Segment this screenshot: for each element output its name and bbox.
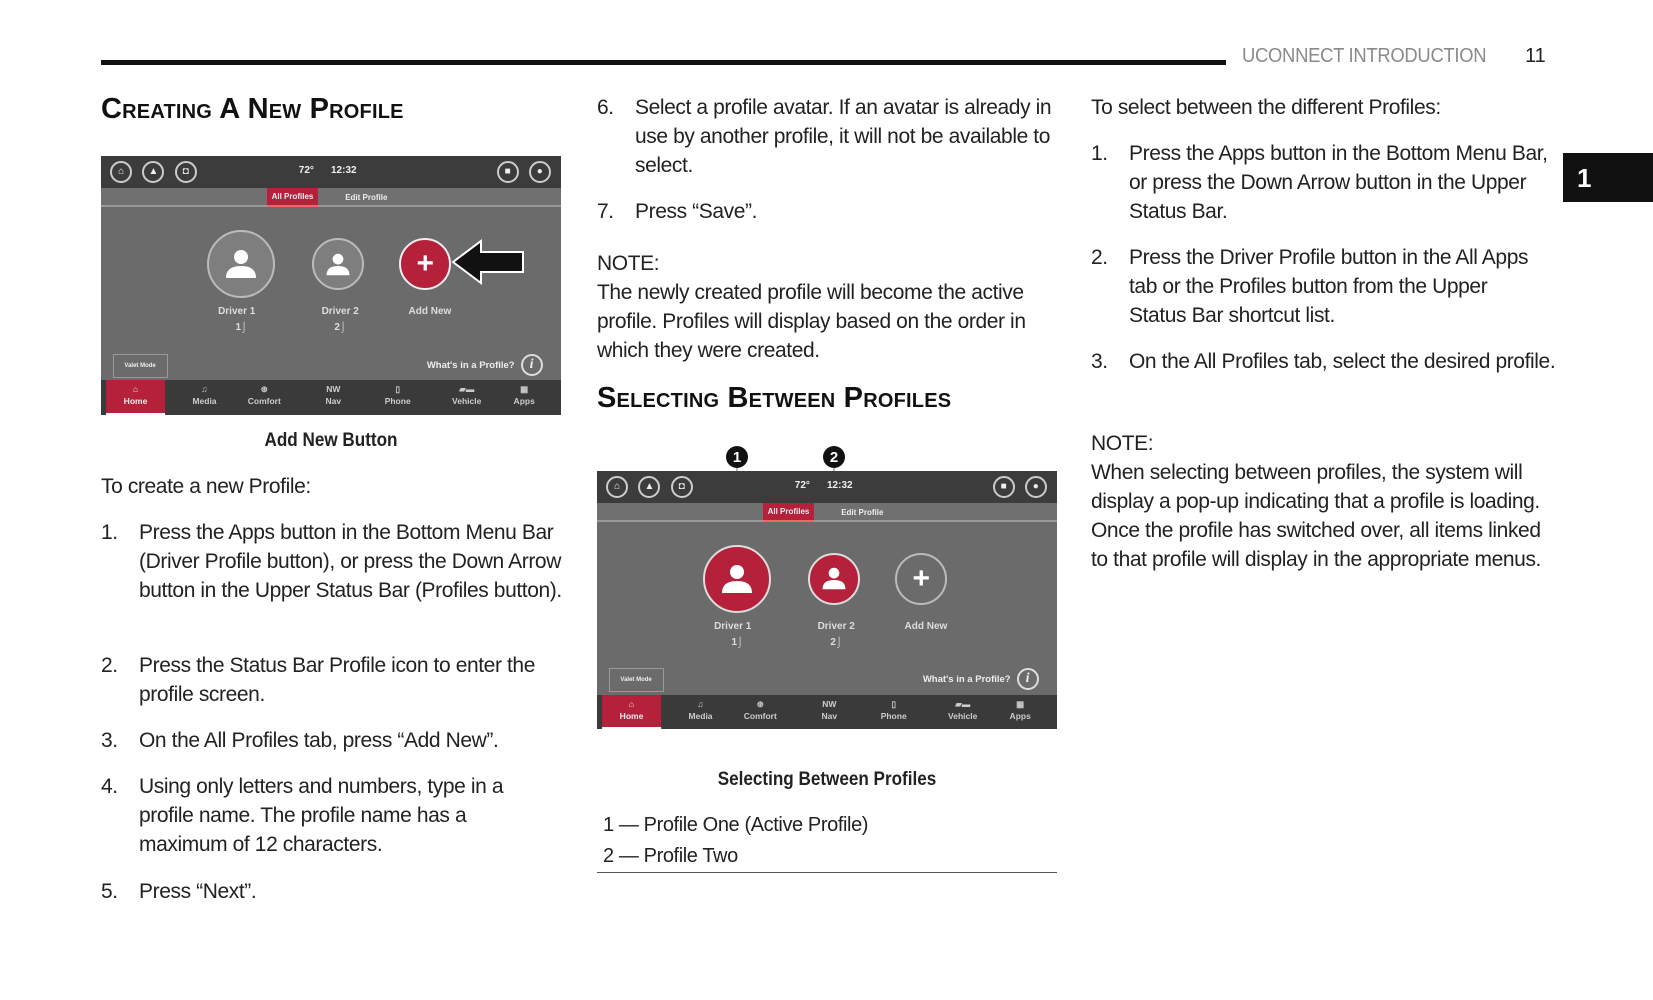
plus-icon: + xyxy=(416,247,435,281)
driver-1-label: Driver 1 xyxy=(714,620,752,632)
note-text: When selecting between profiles, the system will display a pop-up indicating that a profile is loading. Once the profile has switched over, all items linked to that profile will display in the appropriate menus. xyxy=(1091,461,1541,571)
compass-icon: NW xyxy=(326,384,341,395)
step xyxy=(101,726,571,755)
step-number: 1. xyxy=(1091,142,1108,165)
screen-select-profiles xyxy=(597,471,1057,734)
help-label: What's in a Profile? xyxy=(922,673,1011,685)
nav-label: Apps xyxy=(513,396,535,407)
seat-memory-1 xyxy=(731,637,743,648)
clock: 12:32 xyxy=(827,480,853,491)
nav-label: Vehicle xyxy=(948,710,978,721)
music-icon: ♫ xyxy=(697,698,704,709)
driver-2-button[interactable] xyxy=(312,238,364,290)
note-text: The newly created profile will become the active profile. Profiles will display based on the order in which they were created. xyxy=(597,281,1026,362)
nav-label: Nav xyxy=(821,710,838,721)
step-number: 2. xyxy=(1091,246,1108,269)
driver-1-label: Driver 1 xyxy=(218,306,256,318)
info-icon: i xyxy=(1017,668,1039,690)
plus-icon: + xyxy=(912,561,931,595)
step-number: 1. xyxy=(101,521,118,544)
seat-icon: ⌡ xyxy=(339,322,346,334)
bottom-nav xyxy=(101,380,561,414)
profile-icon[interactable]: ▲ xyxy=(638,476,660,498)
seat-icon: ⌡ xyxy=(737,636,744,648)
step-text: On the All Profiles tab, press “Add New”. xyxy=(139,729,499,752)
valet-mode-button[interactable]: Valet Mode xyxy=(113,354,168,378)
seat-icon: ⌡ xyxy=(241,322,248,334)
nav-media[interactable] xyxy=(175,380,235,414)
note-label: NOTE: xyxy=(1091,432,1154,455)
nav-label: Home xyxy=(123,396,148,407)
person-icon xyxy=(224,249,258,279)
callout-2: 2 xyxy=(823,446,845,468)
add-new-label: Add New xyxy=(408,306,452,318)
seat-number: 2 xyxy=(830,636,836,648)
screen-bottom-edge xyxy=(597,729,1057,734)
driver-2-label: Driver 2 xyxy=(321,306,359,318)
home-icon[interactable]: ⌂ xyxy=(110,161,132,183)
driver-2-label: Driver 2 xyxy=(817,620,855,632)
step-text: Press “Save”. xyxy=(635,200,757,223)
tab-bar xyxy=(101,188,561,208)
nav-vehicle[interactable] xyxy=(437,380,497,414)
screen-add-new xyxy=(101,156,561,420)
step-number: 7. xyxy=(597,200,614,223)
add-new-label: Add New xyxy=(904,620,948,632)
legend-item-2: 2 — Profile Two xyxy=(603,845,738,867)
step-number: 3. xyxy=(101,729,118,752)
tab-edit-profile[interactable]: Edit Profile xyxy=(841,507,884,517)
whats-in-profile-button[interactable] xyxy=(923,668,1039,690)
profile-icon[interactable]: ▲ xyxy=(142,161,164,183)
home-icon: ⌂ xyxy=(132,384,139,395)
comfort-icon: ⊛ xyxy=(756,698,764,709)
vehicle-icon: ▰▬ xyxy=(955,698,971,709)
nav-label: Home xyxy=(619,710,644,721)
step-number: 4. xyxy=(101,775,118,798)
seat-number: 1 xyxy=(731,636,738,648)
header-rule xyxy=(101,60,1226,65)
heading-creating-profile: Creating A New Profile xyxy=(101,93,404,125)
seat-number: 1 xyxy=(235,322,242,334)
step-text: Using only letters and numbers, type in a profile name. The profile name has a maximum of 12 characters. xyxy=(139,775,504,856)
step xyxy=(597,93,1067,180)
nav-label: Media xyxy=(192,396,217,407)
nav-vehicle[interactable] xyxy=(933,695,993,729)
nav-label: Phone xyxy=(384,396,411,407)
screen-bottom-edge xyxy=(101,415,561,420)
seat-memory-1 xyxy=(235,322,247,333)
person-icon xyxy=(325,253,351,276)
person-icon xyxy=(720,564,754,594)
temperature: 72° xyxy=(298,165,314,176)
nav-comfort[interactable] xyxy=(234,380,294,414)
nav-label: Nav xyxy=(325,396,342,407)
step-number: 2. xyxy=(101,654,118,677)
seat-memory-2 xyxy=(830,637,842,648)
legend-rule xyxy=(597,872,1057,873)
note-label: NOTE: xyxy=(597,252,660,275)
nav-home[interactable] xyxy=(106,380,166,414)
nav-label: Comfort xyxy=(743,710,777,721)
step-text: Press the Apps button in the Bottom Menu Bar, or press the Down Arrow button in the Upper Status Bar. xyxy=(1129,142,1548,223)
tab-bar xyxy=(597,503,1057,523)
nav-home[interactable] xyxy=(602,695,662,729)
seat-memory-2 xyxy=(334,322,346,333)
step xyxy=(101,518,571,605)
step-text: On the All Profiles tab, select the desired profile. xyxy=(1129,350,1556,373)
step xyxy=(1091,139,1556,226)
vehicle-icon: ▰▬ xyxy=(459,384,475,395)
chapter-tab: 1 xyxy=(1563,153,1653,202)
compass-icon: NW xyxy=(822,698,837,709)
step xyxy=(101,651,571,709)
heading-selecting-profiles: Selecting Between Profiles xyxy=(597,382,952,414)
step xyxy=(1091,243,1531,330)
music-icon: ♫ xyxy=(201,384,208,395)
temperature: 72° xyxy=(794,480,810,491)
whats-in-profile-button[interactable] xyxy=(427,354,543,376)
add-new-button[interactable] xyxy=(895,553,947,605)
step xyxy=(1091,347,1556,376)
page-number: 11 xyxy=(1525,45,1546,67)
intro-text: To select between the different Profiles: xyxy=(1091,96,1441,119)
legend-item-1: 1 — Profile One (Active Profile) xyxy=(603,814,869,836)
home-icon: ⌂ xyxy=(628,698,635,709)
step-text: Press “Next”. xyxy=(139,880,257,903)
home-icon[interactable]: ⌂ xyxy=(606,476,628,498)
arrow-pointer-icon xyxy=(451,238,526,291)
valet-mode-button[interactable]: Valet Mode xyxy=(609,668,664,692)
phone-icon: ▯ xyxy=(395,384,401,395)
nav-apps[interactable] xyxy=(990,695,1050,729)
info-icon: i xyxy=(521,354,543,376)
step-number: 5. xyxy=(101,880,118,903)
step-text: Press the Driver Profile button in the All Apps tab or the Profiles button from the Upper Status Bar shortcut list. xyxy=(1129,246,1529,327)
step xyxy=(101,772,551,859)
driver-1-button[interactable] xyxy=(703,545,771,613)
tab-all-profiles[interactable]: All Profiles xyxy=(763,503,815,523)
bottom-nav xyxy=(597,695,1057,729)
mic-icon[interactable]: ● xyxy=(529,161,551,183)
nav-nav[interactable] xyxy=(303,380,363,414)
section-title: UCONNECT INTRODUCTION xyxy=(1242,45,1487,67)
step-number: 6. xyxy=(597,96,614,119)
figure-caption: Selecting Between Profiles xyxy=(717,769,937,790)
seat-number: 2 xyxy=(334,322,340,334)
figure-caption: Add New Button xyxy=(264,430,398,451)
step xyxy=(597,197,1067,226)
nav-label: Phone xyxy=(880,710,907,721)
driver-2-button[interactable] xyxy=(808,553,860,605)
phone-icon: ▯ xyxy=(891,698,897,709)
bell-icon[interactable]: ◘ xyxy=(175,161,197,183)
mic-icon[interactable]: ● xyxy=(1025,476,1047,498)
step-number: 3. xyxy=(1091,350,1108,373)
nav-nav[interactable] xyxy=(799,695,859,729)
step xyxy=(101,877,571,906)
tab-edit-profile[interactable]: Edit Profile xyxy=(345,193,388,203)
seat-icon: ⌡ xyxy=(835,636,842,648)
nav-phone[interactable] xyxy=(368,380,428,414)
tab-all-profiles[interactable]: All Profiles xyxy=(267,188,319,208)
nav-media[interactable] xyxy=(671,695,731,729)
step-text: Select a profile avatar. If an avatar is already in use by another profile, it will not be available to select. xyxy=(635,96,1052,177)
nav-phone[interactable] xyxy=(864,695,924,729)
person-icon xyxy=(821,567,847,590)
nav-label: Vehicle xyxy=(452,396,482,407)
callout-1: 1 xyxy=(726,446,748,468)
intro-text: To create a new Profile: xyxy=(101,475,311,498)
nav-label: Comfort xyxy=(247,396,281,407)
step-text: Press the Apps button in the Bottom Menu Bar (Driver Profile button), or press the Down Arrow button in the Upper Status Bar (Profiles button). xyxy=(139,521,562,602)
step-text: Press the Status Bar Profile icon to enter the profile screen. xyxy=(139,654,535,706)
add-new-button[interactable] xyxy=(399,238,451,290)
help-label: What's in a Profile? xyxy=(426,359,515,371)
apps-grid-icon: ▦ xyxy=(520,384,529,395)
nav-label: Apps xyxy=(1009,710,1031,721)
nav-apps[interactable] xyxy=(494,380,554,414)
nav-comfort[interactable] xyxy=(730,695,790,729)
camera-icon[interactable]: ■ xyxy=(993,476,1015,498)
apps-grid-icon: ▦ xyxy=(1016,698,1025,709)
driver-1-button[interactable] xyxy=(207,230,275,298)
comfort-icon: ⊛ xyxy=(260,384,268,395)
camera-icon[interactable]: ■ xyxy=(497,161,519,183)
nav-label: Media xyxy=(688,710,713,721)
clock: 12:32 xyxy=(331,165,357,176)
bell-icon[interactable]: ◘ xyxy=(671,476,693,498)
